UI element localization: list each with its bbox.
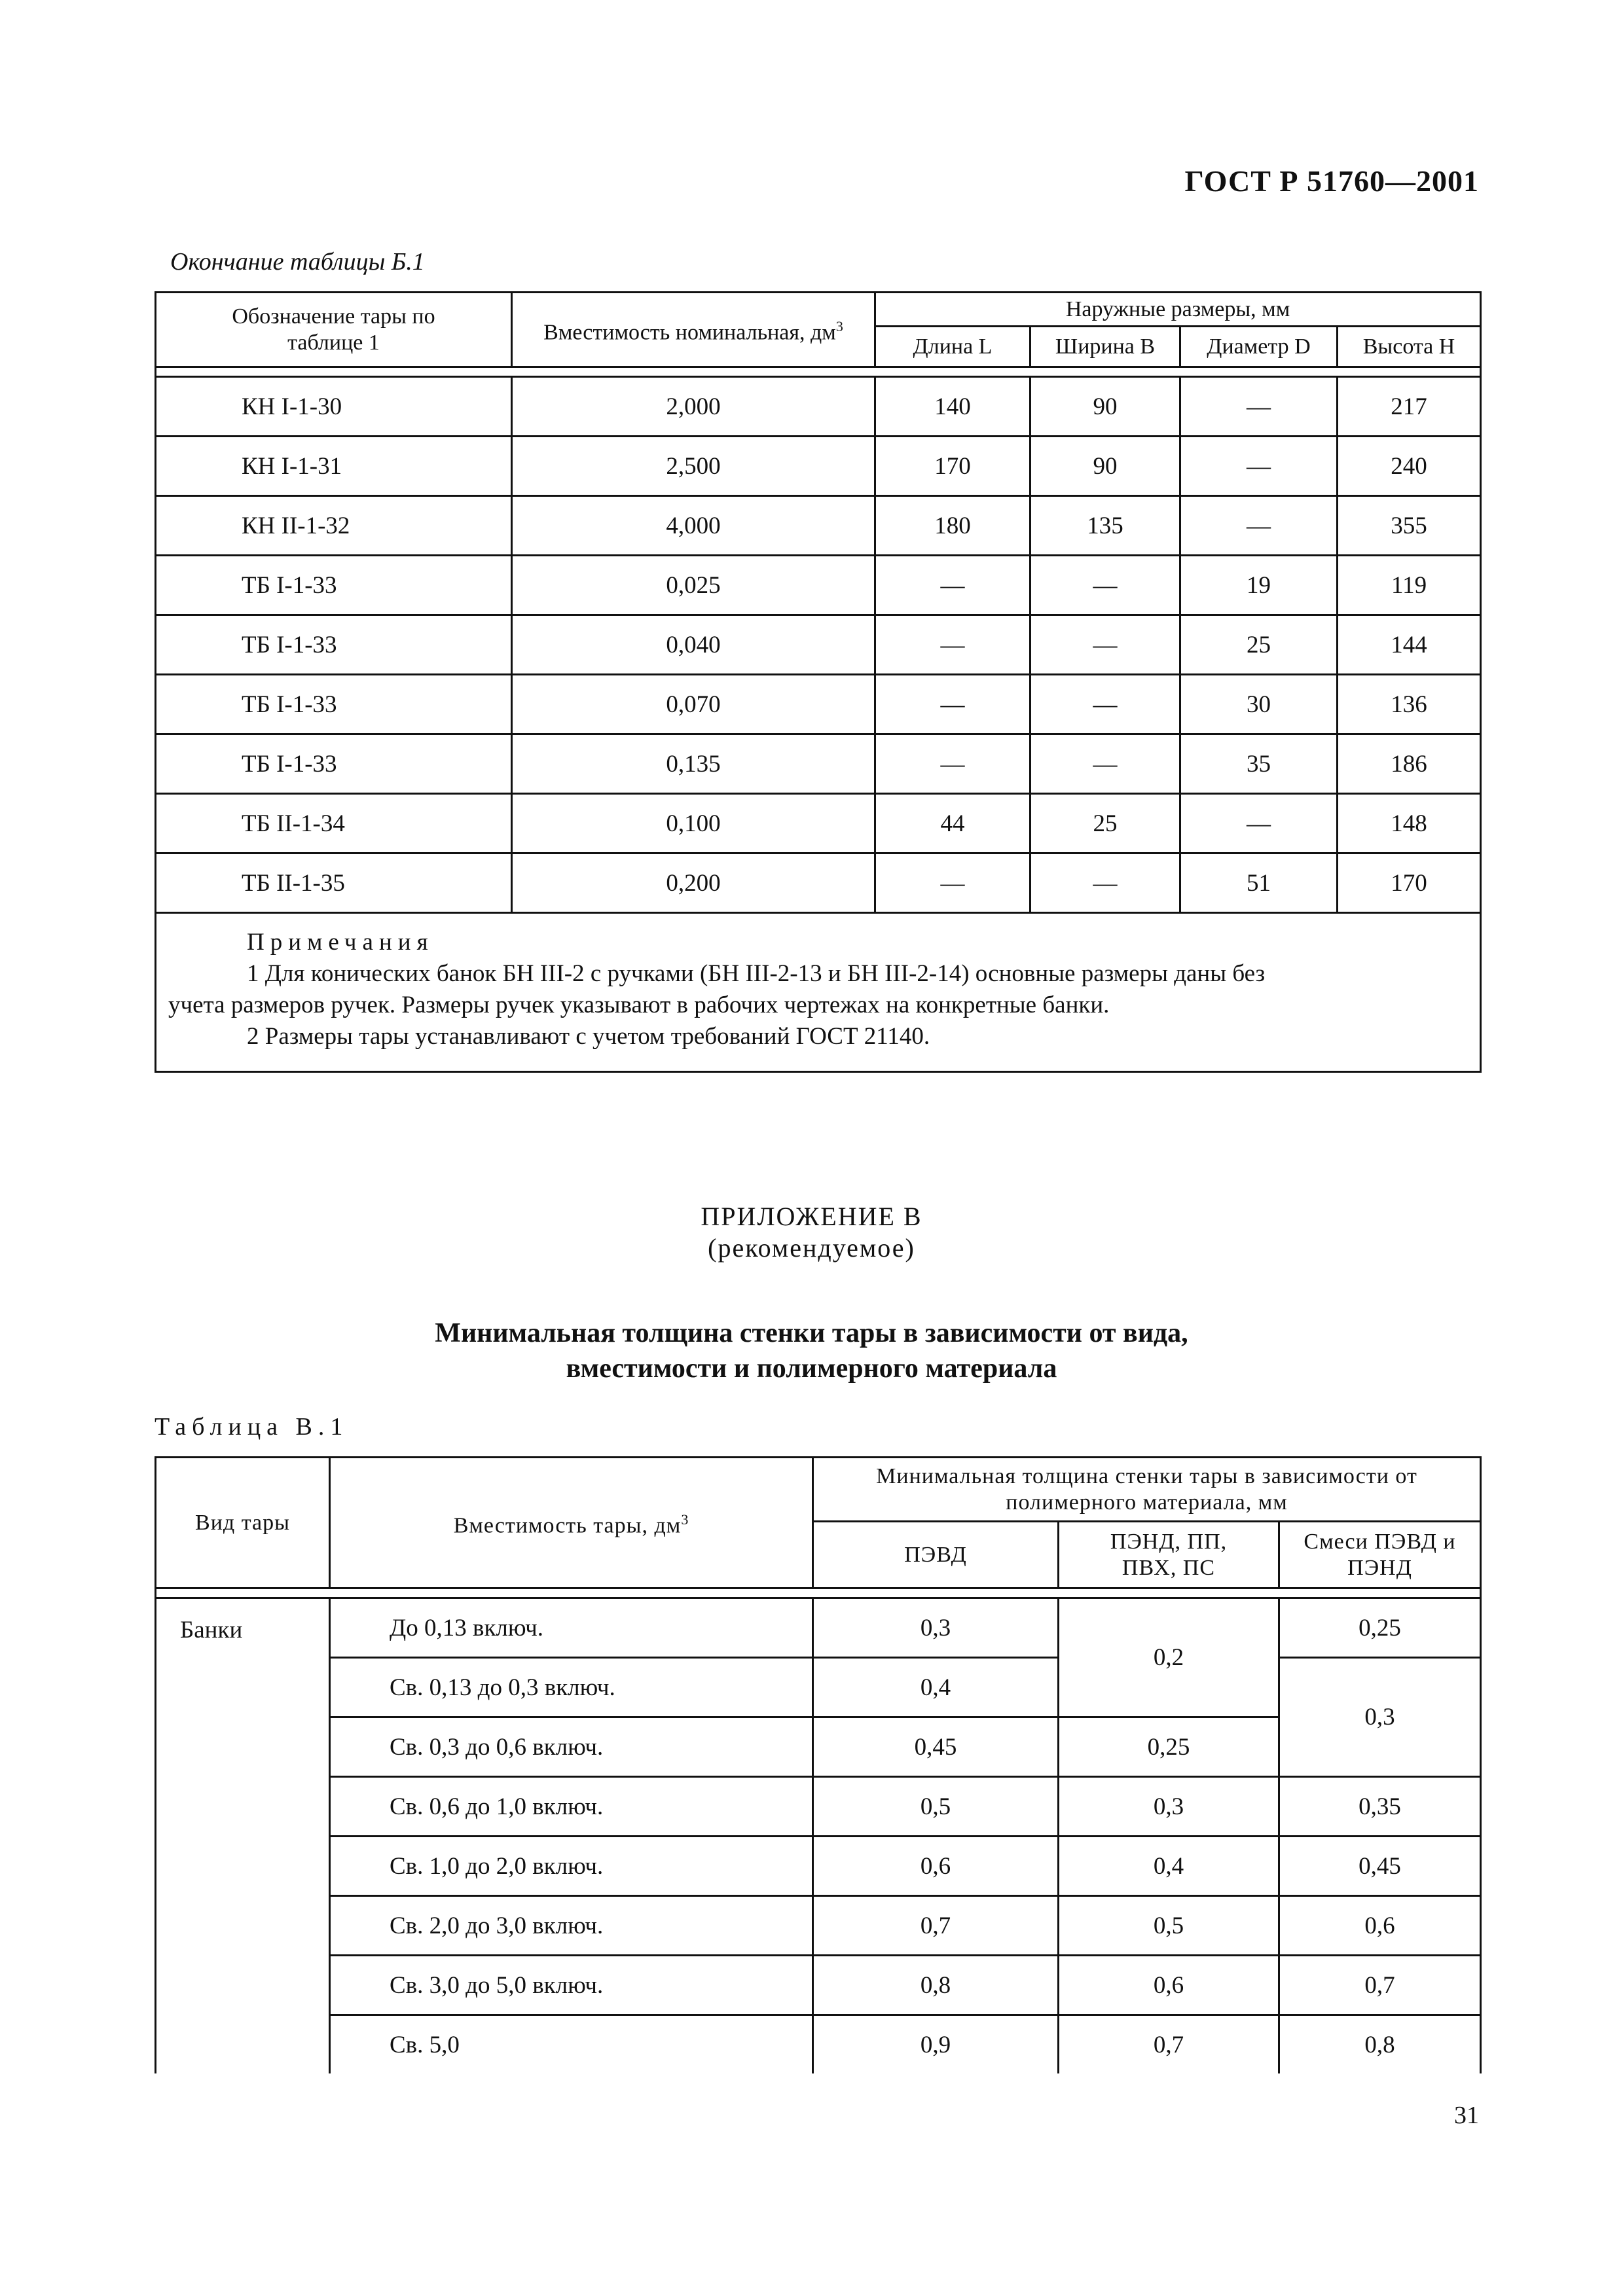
- length-cell: —: [875, 734, 1030, 794]
- table-b1-notes: [156, 913, 1481, 1072]
- height-cell: 240: [1338, 437, 1481, 496]
- width-cell: —: [1030, 556, 1180, 615]
- capacity-cell: 4,000: [512, 496, 875, 556]
- length-cell: —: [875, 615, 1030, 675]
- capacity-cell: 0,040: [512, 615, 875, 675]
- pevd-cell: 0,7: [813, 1896, 1059, 1956]
- capacity-cell: Св. 0,3 до 0,6 включ.: [330, 1717, 813, 1777]
- capacity-cell: Св. 5,0: [330, 2015, 813, 2074]
- diameter-cell: 51: [1180, 853, 1338, 913]
- heading-line-2: вместимости и полимерного материала: [566, 1354, 1057, 1384]
- length-cell: —: [875, 675, 1030, 734]
- header-type: Вид тары: [156, 1458, 330, 1588]
- notes-title: Примечания: [247, 929, 434, 956]
- capacity-cell: Св. 3,0 до 5,0 включ.: [330, 1956, 813, 2015]
- pend-cell: 0,7: [1059, 2015, 1279, 2074]
- appendix-title: ПРИЛОЖЕНИЕ В: [701, 1202, 922, 1231]
- mix-cell: 0,6: [1279, 1896, 1481, 1956]
- height-cell: 170: [1338, 853, 1481, 913]
- capacity-cell: 2,500: [512, 437, 875, 496]
- diameter-cell: —: [1180, 437, 1338, 496]
- code-cell: КН I-1-30: [156, 377, 512, 437]
- appendix-subtitle: (рекомендуемое): [708, 1233, 915, 1263]
- mix-cell: 0,35: [1279, 1777, 1481, 1837]
- width-cell: 90: [1030, 377, 1180, 437]
- table-b1-caption: Окончание таблицы Б.1: [170, 248, 425, 276]
- code-cell: ТБ II-1-35: [156, 853, 512, 913]
- pevd-cell: 0,9: [813, 2015, 1059, 2074]
- height-cell: 119: [1338, 556, 1481, 615]
- pend-cell: 0,2: [1059, 1598, 1279, 1717]
- heading-line-1: Минимальная толщина стенки тары в зависимости от вида,: [435, 1318, 1188, 1348]
- mix-cell: 0,7: [1279, 1956, 1481, 2015]
- table-v1: [155, 1456, 1482, 2073]
- diameter-cell: —: [1180, 496, 1338, 556]
- pevd-cell: 0,6: [813, 1837, 1059, 1896]
- pend-cell: 0,4: [1059, 1837, 1279, 1896]
- note-2: 2 Размеры тары устанавливают с учетом требований ГОСТ 21140.: [247, 1023, 930, 1050]
- table-row: [156, 794, 1481, 853]
- type-banki: Банки: [156, 1598, 330, 2074]
- capacity-cell: 0,025: [512, 556, 875, 615]
- length-cell: —: [875, 556, 1030, 615]
- code-cell: ТБ I-1-33: [156, 615, 512, 675]
- width-cell: 90: [1030, 437, 1180, 496]
- width-cell: —: [1030, 615, 1180, 675]
- code-cell: ТБ I-1-33: [156, 556, 512, 615]
- diameter-cell: 19: [1180, 556, 1338, 615]
- width-cell: 25: [1030, 794, 1180, 853]
- table-row: [156, 675, 1481, 734]
- pend-cell: 0,3: [1059, 1777, 1279, 1837]
- header-capacity: Вместимость тары, $дм^3$: [330, 1458, 813, 1588]
- header-pend: ПЭНД, ПП, ПВХ, ПС: [1059, 1522, 1279, 1588]
- capacity-cell: Св. 2,0 до 3,0 включ.: [330, 1896, 813, 1956]
- height-cell: 144: [1338, 615, 1481, 675]
- height-cell: 148: [1338, 794, 1481, 853]
- pevd-cell: 0,4: [813, 1658, 1059, 1717]
- length-cell: 44: [875, 794, 1030, 853]
- header-outer-dimensions: Наружные размеры, мм: [875, 293, 1481, 327]
- table-v1-label: Таблица В.1: [155, 1413, 349, 1441]
- capacity-cell: 0,100: [512, 794, 875, 853]
- header-width: Ширина B: [1030, 327, 1180, 367]
- header-capacity: Вместимость номинальная, $дм^3$: [512, 293, 875, 367]
- header-diameter: Диаметр D: [1180, 327, 1338, 367]
- capacity-cell: Св. 0,6 до 1,0 включ.: [330, 1777, 813, 1837]
- appendix-title-block: [0, 1201, 1623, 1264]
- code-cell: КН II-1-32: [156, 496, 512, 556]
- mix-cell: 0,3: [1279, 1658, 1481, 1777]
- pevd-cell: 0,45: [813, 1717, 1059, 1777]
- diameter-cell: 30: [1180, 675, 1338, 734]
- mix-cell: 0,45: [1279, 1837, 1481, 1896]
- code-cell: ТБ I-1-33: [156, 675, 512, 734]
- mix-cell: 0,8: [1279, 2015, 1481, 2074]
- table-row: [156, 734, 1481, 794]
- pevd-cell: 0,5: [813, 1777, 1059, 1837]
- code-cell: ТБ I-1-33: [156, 734, 512, 794]
- height-cell: 136: [1338, 675, 1481, 734]
- pevd-cell: 0,3: [813, 1598, 1059, 1658]
- code-cell: ТБ II-1-34: [156, 794, 512, 853]
- capacity-cell: 0,135: [512, 734, 875, 794]
- diameter-cell: 35: [1180, 734, 1338, 794]
- appendix-heading: [0, 1316, 1623, 1386]
- width-cell: —: [1030, 853, 1180, 913]
- header-height: Высота H: [1338, 327, 1481, 367]
- table-row: [156, 377, 1481, 437]
- table-row: [156, 437, 1481, 496]
- diameter-cell: —: [1180, 377, 1338, 437]
- capacity-cell: До 0,13 включ.: [330, 1598, 813, 1658]
- pend-cell: 0,6: [1059, 1956, 1279, 2015]
- length-cell: 140: [875, 377, 1030, 437]
- code-cell: КН I-1-31: [156, 437, 512, 496]
- capacity-cell: Св. 0,13 до 0,3 включ.: [330, 1658, 813, 1717]
- length-cell: 170: [875, 437, 1030, 496]
- pend-cell: 0,5: [1059, 1896, 1279, 1956]
- header-length: Длина L: [875, 327, 1030, 367]
- pend-cell: 0,25: [1059, 1717, 1279, 1777]
- width-cell: —: [1030, 675, 1180, 734]
- header-pevd: ПЭВД: [813, 1522, 1059, 1588]
- height-cell: 217: [1338, 377, 1481, 437]
- pevd-cell: 0,8: [813, 1956, 1059, 2015]
- header-min-thickness: Минимальная толщина стенки тары в зависимости от полимерного материала, мм: [813, 1458, 1481, 1522]
- header-designation: Обозначение тары по таблице 1: [156, 293, 512, 367]
- length-cell: 180: [875, 496, 1030, 556]
- table-row: [156, 853, 1481, 913]
- note-1-start: 1 Для конических банок БН III-2 с ручками (БН III-2-13 и БН III-2-14) основные размеры даны без: [247, 960, 1266, 987]
- table-row: [156, 496, 1481, 556]
- document-code: ГОСТ Р 51760—2001: [1184, 164, 1479, 198]
- width-cell: 135: [1030, 496, 1180, 556]
- note-1-end: учета размеров ручек. Размеры ручек указывают в рабочих чертежах на конкретные банки.: [168, 992, 1110, 1018]
- page-number: 31: [1454, 2102, 1479, 2129]
- length-cell: —: [875, 853, 1030, 913]
- capacity-cell: 2,000: [512, 377, 875, 437]
- table-row: [156, 556, 1481, 615]
- header-mix: Смеси ПЭВД и ПЭНД: [1279, 1522, 1481, 1588]
- table-row: [156, 615, 1481, 675]
- height-cell: 355: [1338, 496, 1481, 556]
- diameter-cell: 25: [1180, 615, 1338, 675]
- capacity-cell: 0,200: [512, 853, 875, 913]
- table-b1: [155, 291, 1482, 1073]
- width-cell: —: [1030, 734, 1180, 794]
- mix-cell: 0,25: [1279, 1598, 1481, 1658]
- capacity-cell: 0,070: [512, 675, 875, 734]
- diameter-cell: —: [1180, 794, 1338, 853]
- capacity-cell: Св. 1,0 до 2,0 включ.: [330, 1837, 813, 1896]
- height-cell: 186: [1338, 734, 1481, 794]
